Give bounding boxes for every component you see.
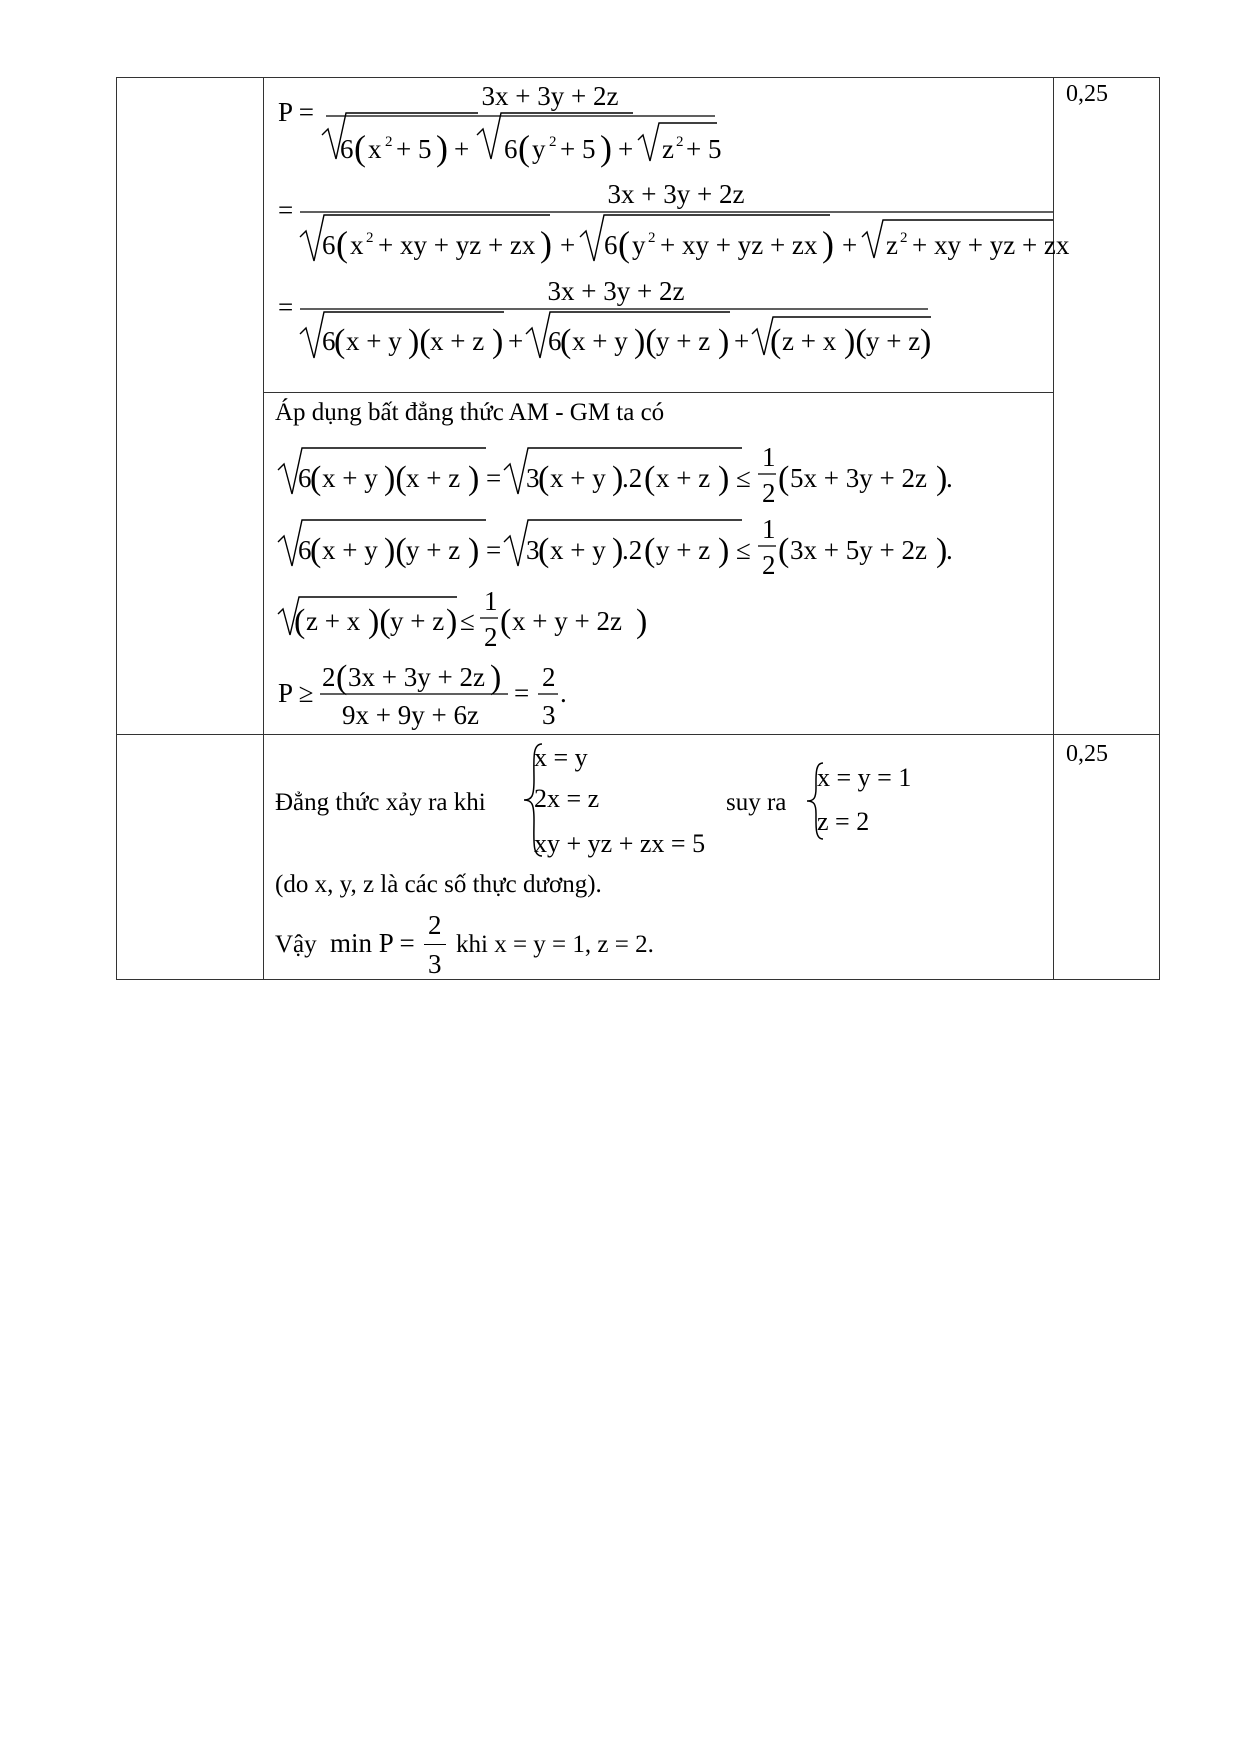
- svg-text:6: 6: [504, 134, 518, 164]
- svg-text:6: 6: [604, 230, 618, 260]
- svg-text:): ): [718, 323, 730, 360]
- svg-text:y: y: [532, 134, 546, 164]
- svg-text:≤: ≤: [460, 606, 475, 636]
- svg-text:): ): [492, 323, 504, 360]
- eq1-lhs: P =: [278, 97, 314, 127]
- svg-text:): ): [718, 460, 730, 497]
- svg-text:z + x: z + x: [306, 606, 361, 636]
- svg-text:.: .: [560, 678, 567, 708]
- svg-text:): ): [612, 460, 624, 497]
- conclusion-frac-num: 2: [428, 910, 442, 940]
- svg-text:+: +: [842, 230, 858, 260]
- svg-text:): ): [936, 532, 948, 569]
- svg-text:(: (: [538, 460, 550, 497]
- svg-text:): ): [600, 128, 612, 168]
- svg-text:): ): [718, 532, 730, 569]
- svg-text:(: (: [560, 323, 572, 360]
- svg-text:)(: )(: [408, 323, 431, 360]
- svg-text:(: (: [310, 532, 322, 569]
- svg-text:+ 5: + 5: [686, 134, 722, 164]
- table-bottom-border: [116, 979, 1160, 980]
- svg-text:6: 6: [340, 134, 354, 164]
- am-gm-inequalities: [270, 430, 1010, 730]
- svg-text:6: 6: [548, 326, 562, 356]
- svg-text:y: y: [632, 230, 646, 260]
- svg-text:): ): [468, 532, 480, 569]
- svg-text:2: 2: [762, 550, 776, 580]
- score-row-1: 0,25: [1066, 81, 1108, 107]
- svg-text:(: (: [770, 323, 782, 360]
- svg-text:+: +: [618, 134, 634, 164]
- svg-text:3x + 3y + 2z: 3x + 3y + 2z: [348, 662, 485, 692]
- svg-text:): ): [436, 128, 448, 168]
- svg-text:2: 2: [484, 622, 498, 652]
- svg-text:.: .: [946, 535, 953, 565]
- svg-text:9x + 9y + 6z: 9x + 9y + 6z: [342, 700, 479, 730]
- svg-text:x + y: x + y: [572, 326, 628, 356]
- svg-text:(: (: [336, 659, 348, 696]
- svg-text:z: z: [662, 134, 674, 164]
- svg-text:)(: )(: [844, 323, 867, 360]
- svg-text:): ): [490, 659, 502, 696]
- svg-text:6: 6: [298, 535, 312, 565]
- svg-text:2: 2: [648, 230, 656, 246]
- svg-text:x: x: [350, 230, 364, 260]
- svg-text:+: +: [560, 230, 576, 260]
- svg-text:)(: )(: [368, 603, 391, 640]
- svg-text:(: (: [500, 603, 512, 640]
- svg-text:(: (: [310, 460, 322, 497]
- conclusion-suffix: khi x = y = 1, z = 2.: [456, 931, 654, 958]
- svg-text:x + z: x + z: [406, 463, 461, 493]
- svg-text:2: 2: [385, 134, 393, 150]
- svg-text:z + x: z + x: [782, 326, 837, 356]
- svg-text:=: =: [486, 463, 502, 493]
- svg-text:(: (: [538, 532, 550, 569]
- eq1-numerator: 3x + 3y + 2z: [481, 81, 619, 111]
- svg-text:≤: ≤: [736, 535, 751, 565]
- svg-text:2: 2: [676, 134, 684, 150]
- conclusion-prefix: Vậy: [275, 931, 317, 958]
- svg-text:x + z: x + z: [430, 326, 485, 356]
- svg-text:3: 3: [542, 700, 556, 730]
- svg-text:x + z: x + z: [656, 463, 711, 493]
- svg-text:(: (: [618, 224, 630, 264]
- svg-text:6: 6: [322, 230, 336, 260]
- svg-text:)(: )(: [384, 532, 407, 569]
- score-row-3: 0,25: [1066, 741, 1108, 767]
- svg-text:(: (: [336, 224, 348, 264]
- svg-text:1: 1: [484, 586, 498, 616]
- svg-text:2: 2: [549, 134, 557, 150]
- implies-label: suy ra: [726, 789, 787, 816]
- svg-text:y + z: y + z: [866, 326, 921, 356]
- svg-text:): ): [636, 603, 648, 640]
- svg-text:x: x: [368, 134, 382, 164]
- svg-text:3: 3: [526, 463, 540, 493]
- svg-text:6: 6: [298, 463, 312, 493]
- svg-text:): ): [540, 224, 552, 264]
- svg-text:1: 1: [762, 514, 776, 544]
- svg-text:): ): [936, 460, 948, 497]
- svg-text:+: +: [734, 326, 750, 356]
- svg-text:3: 3: [526, 535, 540, 565]
- svg-text:y + z: y + z: [656, 326, 711, 356]
- svg-text:≤: ≤: [736, 463, 751, 493]
- svg-text:(: (: [644, 532, 656, 569]
- svg-text:(: (: [354, 128, 366, 168]
- table-row-divider-3: [116, 734, 1160, 735]
- svg-text:y + z: y + z: [656, 535, 711, 565]
- table-col-line-4: [1159, 77, 1160, 980]
- table-col-line-2: [263, 77, 264, 980]
- svg-text:)(: )(: [634, 323, 657, 360]
- svg-text:2: 2: [542, 662, 556, 692]
- svg-text:.: .: [946, 463, 953, 493]
- svg-text:2: 2: [762, 478, 776, 508]
- svg-text:P ≥: P ≥: [278, 678, 314, 708]
- svg-text:.2: .2: [622, 463, 643, 493]
- system1-eq3: xy + yz + zx = 5: [534, 829, 706, 858]
- svg-text:(: (: [294, 603, 306, 640]
- svg-text:1: 1: [762, 442, 776, 472]
- svg-text:(: (: [644, 460, 656, 497]
- svg-text:+ xy + yz + zx: + xy + yz + zx: [912, 230, 1070, 260]
- equation-p-definition: [270, 78, 1070, 388]
- svg-text:): ): [468, 460, 480, 497]
- eq3-lhs: =: [278, 292, 294, 322]
- svg-text:x + y: x + y: [550, 463, 606, 493]
- svg-text:+: +: [508, 326, 524, 356]
- eq3-numerator: 3x + 3y + 2z: [547, 276, 685, 306]
- am-gm-intro: Áp dụng bất đẳng thức AM - GM ta có: [275, 399, 665, 426]
- svg-text:+ 5: + 5: [560, 134, 596, 164]
- svg-text:y + z: y + z: [390, 606, 445, 636]
- svg-text:): ): [822, 224, 834, 264]
- svg-text:=: =: [514, 678, 530, 708]
- conclusion-min: min P =: [330, 928, 415, 958]
- positivity-note: (do x, y, z là các số thực dương).: [275, 871, 602, 898]
- svg-text:(: (: [778, 460, 790, 497]
- svg-text:x + y: x + y: [322, 463, 378, 493]
- eq2-numerator: 3x + 3y + 2z: [607, 179, 745, 209]
- table-col-line-3: [1053, 77, 1054, 980]
- svg-text:+ 5: + 5: [396, 134, 432, 164]
- svg-text:(: (: [778, 532, 790, 569]
- system2-eq1: x = y = 1: [817, 763, 912, 792]
- svg-text:(: (: [518, 128, 530, 168]
- svg-text:6: 6: [322, 326, 336, 356]
- conclusion-frac-den: 3: [428, 949, 442, 979]
- svg-text:.2: .2: [622, 535, 643, 565]
- eq2-lhs: =: [278, 195, 294, 225]
- svg-text:y + z: y + z: [406, 535, 461, 565]
- svg-text:2: 2: [900, 230, 908, 246]
- system2-eq2: z = 2: [817, 807, 870, 836]
- svg-text:=: =: [486, 535, 502, 565]
- svg-text:2: 2: [366, 230, 374, 246]
- svg-text:3x + 5y + 2z: 3x + 5y + 2z: [790, 535, 927, 565]
- table-col-line-1: [116, 77, 117, 980]
- svg-text:x + y: x + y: [346, 326, 402, 356]
- svg-text:): ): [446, 603, 458, 640]
- equality-condition-label: Đẳng thức xảy ra khi: [275, 789, 486, 816]
- table-row-divider-2: [264, 392, 1054, 393]
- svg-text:x + y + 2z: x + y + 2z: [512, 606, 622, 636]
- system1-eq2: 2x = z: [534, 784, 600, 813]
- svg-text:+ xy + yz + zx: + xy + yz + zx: [660, 230, 818, 260]
- svg-text:(: (: [334, 323, 346, 360]
- svg-text:2: 2: [322, 662, 336, 692]
- svg-text:+ xy + yz + zx: + xy + yz + zx: [378, 230, 536, 260]
- svg-text:5x + 3y + 2z: 5x + 3y + 2z: [790, 463, 927, 493]
- svg-text:x + y: x + y: [550, 535, 606, 565]
- system1-eq1: x = y: [534, 743, 588, 772]
- svg-text:)(: )(: [384, 460, 407, 497]
- svg-text:x + y: x + y: [322, 535, 378, 565]
- svg-text:z: z: [886, 230, 898, 260]
- svg-text:): ): [920, 323, 932, 360]
- svg-text:+: +: [454, 134, 470, 164]
- svg-text:): ): [612, 532, 624, 569]
- conclusion-frac-bar: [424, 944, 446, 945]
